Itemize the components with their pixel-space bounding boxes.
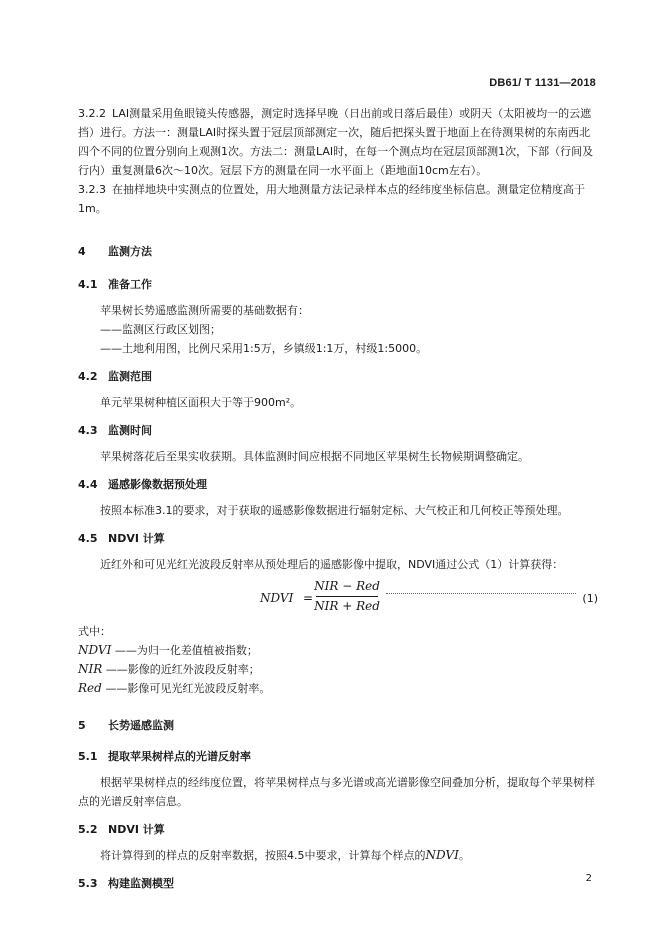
formula-lhs: NDVI xyxy=(260,591,294,605)
formula-equals: = xyxy=(303,591,314,605)
section-title: 准备工作 xyxy=(108,278,152,291)
section-4-4-heading xyxy=(78,475,598,494)
section-5-heading xyxy=(78,716,598,735)
section-4-1-intro: 苹果树长势遥感监测所需要的基础数据有： xyxy=(100,304,309,317)
list-item: ——土地利用图，比例尺采用1:5万，乡镇级1:1万，村级1:5000。 xyxy=(100,342,428,355)
clause-number: 3.2.3 xyxy=(78,183,106,196)
section-5-2-text xyxy=(78,846,598,865)
fraction-bar xyxy=(316,596,378,597)
section-number: 4.3 xyxy=(78,424,98,437)
section-5-3-heading xyxy=(78,874,598,893)
section-4-heading xyxy=(78,242,598,261)
page-number: 2 xyxy=(585,873,592,884)
formula-label: (1) xyxy=(582,592,598,605)
definition-row xyxy=(78,641,598,660)
section-number: 5 xyxy=(78,719,86,732)
section-title: 遥感影像数据预处理 xyxy=(108,478,207,491)
section-number: 5.3 xyxy=(78,877,98,890)
section-number: 4 xyxy=(78,245,86,258)
definition-symbol: Red xyxy=(78,681,102,695)
section-title: 监测方法 xyxy=(108,245,152,258)
clause-3-2-3 xyxy=(78,180,598,218)
clause-text: 在抽样地块中实测点的位置处，用大地测量方法记录样本点的经纬度坐标信息。测量定位精度高于1m。 xyxy=(78,183,585,215)
formula-leader-dots xyxy=(386,593,576,594)
formula-numerator: NIR − Red xyxy=(314,579,380,593)
document-code: DB61/ T 1131—2018 xyxy=(489,77,596,89)
definition-text: ——影像可见光红光波段反射率。 xyxy=(105,682,271,695)
ndvi-formula xyxy=(78,578,598,620)
section-5-2-text-before: 将计算得到的样点的反射率数据，按照4.5中要求，计算每个样点的 xyxy=(100,849,426,862)
page-content xyxy=(78,104,598,893)
section-5-1-text: 根据苹果树样点的经纬度位置，将苹果树样点与多光谱或高光谱影像空间叠加分析，提取每个苹果树样点的光谱反射率信息。 xyxy=(78,776,595,808)
definition-symbol: NDVI xyxy=(78,643,112,657)
definition-row xyxy=(78,679,598,698)
list-item: ——监测区行政区划图； xyxy=(100,323,221,336)
section-number: 4.4 xyxy=(78,478,98,491)
section-5-2-text-after: 。 xyxy=(458,849,470,862)
ndvi-symbol: NDVI xyxy=(425,848,459,862)
definition-text: ——为归一化差值植被指数； xyxy=(114,644,258,657)
section-4-4-text: 按照本标准3.1的要求，对于获取的遥感影像数据进行辐射定标、大气校正和几何校正等预处理。 xyxy=(100,504,569,517)
formula-fraction xyxy=(314,578,380,615)
section-4-3-text: 苹果树落花后至果实收获期。具体监测时间应根据不同地区苹果树生长物候期调整确定。 xyxy=(100,450,529,463)
section-4-1-heading xyxy=(78,275,598,294)
section-number: 5.1 xyxy=(78,750,98,763)
formula-denominator: NIR + Red xyxy=(314,599,380,613)
section-4-2-heading xyxy=(78,367,598,386)
definition-list xyxy=(78,641,598,698)
clause-number: 3.2.2 xyxy=(78,107,106,120)
section-title: 监测时间 xyxy=(108,424,152,437)
section-number: 4.1 xyxy=(78,278,98,291)
section-number: 4.2 xyxy=(78,370,98,383)
section-4-3-heading xyxy=(78,421,598,440)
section-title: NDVI 计算 xyxy=(108,823,165,836)
section-number: 4.5 xyxy=(78,532,98,545)
section-title: NDVI 计算 xyxy=(108,532,165,545)
clause-text: LAI测量采用鱼眼镜头传感器，测定时选择早晚（日出前或日落后最佳）或阴天（太阳被均一的云遮挡）进行。方法一：测量LAI时探头置于冠层顶部测定一次，随后把探头置于地面上在待测果树的东南西北四个不同的位置分别向上观测1次。方法二：测量LAI时，在每一个测点均在冠层顶部测1次，下部（行间及行内）重复测量6次～10次。冠层下方的测量在同一水平面上（距地面10cm左右）。 xyxy=(78,107,594,177)
section-4-2-text: 单元苹果树种植区面积大于等于900m²。 xyxy=(100,396,302,409)
clause-3-2-2 xyxy=(78,104,598,180)
section-title: 长势遥感监测 xyxy=(108,719,174,732)
section-title: 构建监测模型 xyxy=(108,877,174,890)
definition-text: ——影像的近红外波段反射率； xyxy=(105,663,260,676)
definition-row xyxy=(78,660,598,679)
definition-symbol: NIR xyxy=(78,662,103,676)
section-5-2-heading xyxy=(78,820,598,839)
section-title: 监测范围 xyxy=(108,370,152,383)
section-title: 提取苹果树样点的光谱反射率 xyxy=(108,750,251,763)
section-5-1-heading xyxy=(78,747,598,766)
where-label: 式中： xyxy=(78,625,111,638)
section-number: 5.2 xyxy=(78,823,98,836)
section-4-5-heading xyxy=(78,529,598,548)
section-4-5-text: 近红外和可见光红光波段反射率从预处理后的遥感影像中提取，NDVI通过公式（1）计算获得： xyxy=(100,558,564,571)
